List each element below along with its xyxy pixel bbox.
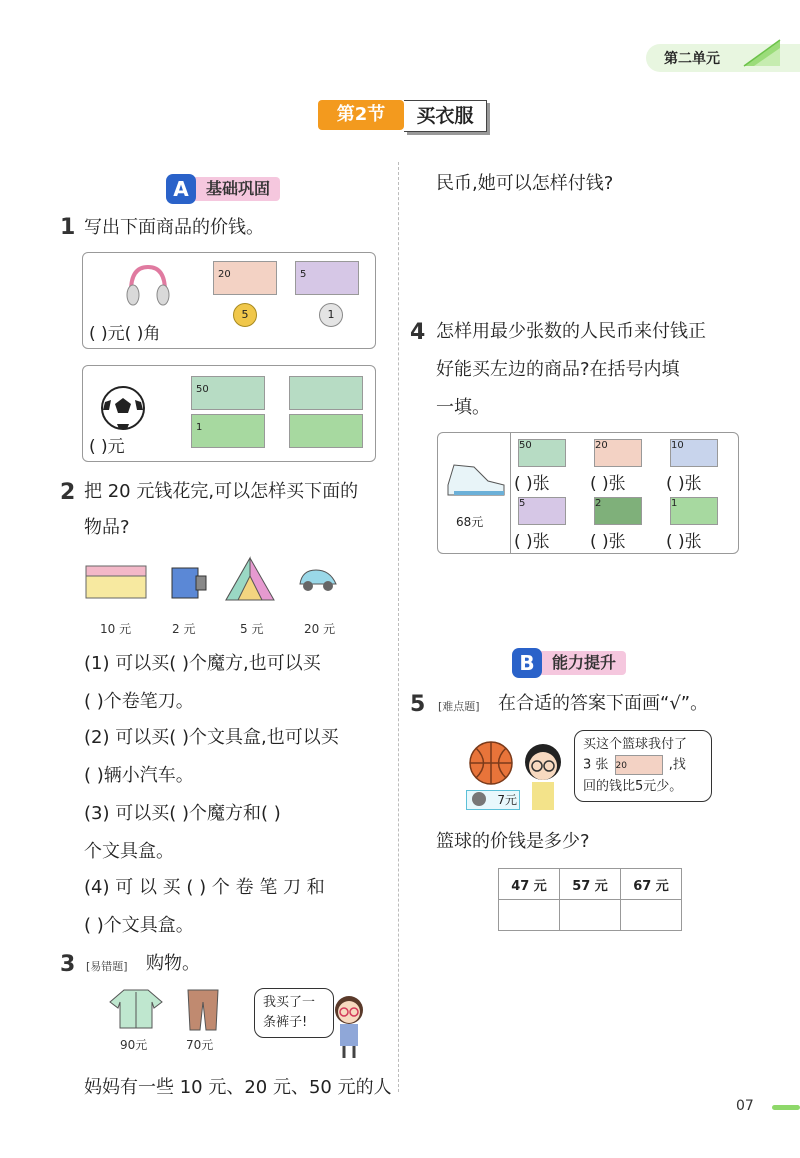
q5-tag: [难点题] <box>438 700 480 713</box>
leaf-deco-icon <box>742 38 782 68</box>
q4-note-10: 10 <box>670 439 718 467</box>
q1-box-2 <box>82 365 376 462</box>
q2-line2: 物品? <box>84 517 130 538</box>
section-b-letter: B <box>512 648 542 678</box>
q1-number: 1 <box>60 215 76 240</box>
section-b-label: 能力提升 <box>552 653 617 672</box>
q5-option-57: 57 元 <box>560 869 621 900</box>
price-sharpener: 2 元 <box>172 622 196 636</box>
price-jacket: 90元 <box>120 1038 148 1052</box>
q5-option-47: 47 元 <box>499 869 560 900</box>
note-5-yuan: 5 <box>295 261 359 295</box>
q4-box <box>437 432 739 554</box>
pants-icon <box>186 988 220 1032</box>
q5-speech-line1: 买这个篮球我付了 <box>583 737 688 752</box>
q4-answer-20[interactable]: ( )张 <box>590 474 626 494</box>
section-b-badge <box>514 651 626 675</box>
ink-blot-icon <box>472 792 486 806</box>
q1-box-1 <box>82 252 376 349</box>
q2-number: 2 <box>60 480 76 505</box>
q4-note-2: 2 <box>594 497 642 525</box>
q5-question: 篮球的价钱是多少? <box>436 831 590 852</box>
note-1-yuan-a: 1 <box>191 414 265 448</box>
price-pencil-box: 10 元 <box>100 622 132 636</box>
boy-avatar <box>518 740 568 814</box>
q4-note-5: 5 <box>518 497 566 525</box>
q5-speech-3-notes: 3 张 <box>583 757 609 773</box>
note-50-yuan-a: 50 <box>191 376 265 410</box>
magic-cube-icon <box>224 556 276 604</box>
toy-car-icon <box>296 562 340 594</box>
q4-box-divider <box>510 433 511 553</box>
q2-item-1a[interactable]: (1) 可以买( )个魔方,也可以买 <box>84 653 321 674</box>
jacket-icon <box>108 986 164 1030</box>
q3-speech-line2: 条裤子! <box>263 1015 308 1030</box>
q5-number: 5 <box>410 692 426 717</box>
q1-text: 写出下面商品的价钱。 <box>84 217 264 238</box>
q4-price: 68元 <box>456 515 484 529</box>
coin-1-jiao: 1 <box>319 303 343 327</box>
q5-speech-change: ,找 <box>668 757 686 773</box>
coin-5-jiao: 5 <box>233 303 257 327</box>
q4-line3: 一填。 <box>436 397 490 418</box>
q4-number: 4 <box>410 320 426 345</box>
q3-speech-line1: 我买了一 <box>263 995 316 1010</box>
soccer-ball-icon <box>99 384 147 432</box>
q5-speech-note: 20 <box>615 755 663 775</box>
q4-note-50: 50 <box>518 439 566 467</box>
section-a-badge <box>168 177 280 201</box>
q4-note-20: 20 <box>594 439 642 467</box>
lesson-title: 买衣服 <box>404 100 487 132</box>
page-number: 07 <box>736 1098 754 1114</box>
note-1-yuan-b <box>289 414 363 448</box>
q1-answer-1[interactable]: ( )元( )角 <box>89 324 161 344</box>
q5-text: 在合适的答案下面画“√”。 <box>498 693 709 714</box>
lesson-number: 第2节 <box>318 100 404 130</box>
q2-line1: 把 20 元钱花完,可以怎样买下面的 <box>84 481 359 502</box>
unit-label: 第二单元 <box>664 51 720 67</box>
q4-answer-10[interactable]: ( )张 <box>666 474 702 494</box>
page-bar <box>772 1105 800 1110</box>
q2-item-4b[interactable]: ( )个文具盒。 <box>84 915 194 936</box>
q2-item-2b[interactable]: ( )辆小汽车。 <box>84 765 194 786</box>
q5-option-67: 67 元 <box>621 869 682 900</box>
q1-answer-2[interactable]: ( )元 <box>89 437 125 457</box>
q5-check-57[interactable] <box>560 900 621 931</box>
note-20-yuan: 20 <box>213 261 277 295</box>
q4-answer-50[interactable]: ( )张 <box>514 474 550 494</box>
q4-line1: 怎样用最少张数的人民币来付钱正 <box>436 321 706 342</box>
headphones-icon <box>123 261 173 311</box>
pencil-sharpener-icon <box>166 560 210 604</box>
q4-answer-1[interactable]: ( )张 <box>666 532 702 552</box>
price-magic-cube: 5 元 <box>240 622 264 636</box>
note-50-yuan-b <box>289 376 363 410</box>
q4-line2: 好能买左边的商品?在括号内填 <box>436 359 680 380</box>
section-a-label: 基础巩固 <box>206 179 271 198</box>
q2-item-2a[interactable]: (2) 可以买( )个文具盒,也可以买 <box>84 727 339 748</box>
q5-speech-line3: 回的钱比5元少。 <box>583 779 683 794</box>
price-toy-car: 20 元 <box>304 622 336 636</box>
q3-tag: [易错题] <box>86 960 128 973</box>
sneakers-icon <box>444 455 508 505</box>
q3-text: 购物。 <box>146 953 200 974</box>
q2-item-1b[interactable]: ( )个卷笔刀。 <box>84 691 194 712</box>
q4-answer-2[interactable]: ( )张 <box>590 532 626 552</box>
q5-speech-bubble <box>574 730 712 802</box>
q2-item-3b: 个文具盒。 <box>84 841 174 862</box>
basketball-icon <box>468 740 514 786</box>
girl-avatar <box>326 992 372 1060</box>
q4-note-1: 1 <box>670 497 718 525</box>
q5-check-67[interactable] <box>621 900 682 931</box>
q5-check-47[interactable] <box>499 900 560 931</box>
q3-line1: 妈妈有一些 10 元、20 元、50 元的人 <box>84 1077 392 1098</box>
ball-price-tag: 7元 <box>466 790 520 810</box>
q4-answer-5[interactable]: ( )张 <box>514 532 550 552</box>
q3-speech-bubble <box>254 988 334 1038</box>
q3-number: 3 <box>60 952 76 977</box>
section-a-letter: A <box>166 174 196 204</box>
column-divider <box>398 162 400 1092</box>
pencil-box-icon <box>84 562 148 602</box>
q3-line2: 民币,她可以怎样付钱? <box>436 173 614 194</box>
price-pants: 70元 <box>186 1038 214 1052</box>
q5-answer-table <box>498 868 682 931</box>
q2-item-4a[interactable]: (4) 可 以 买 ( ) 个 卷 笔 刀 和 <box>84 877 325 898</box>
q2-item-3a[interactable]: (3) 可以买( )个魔方和( ) <box>84 803 281 824</box>
